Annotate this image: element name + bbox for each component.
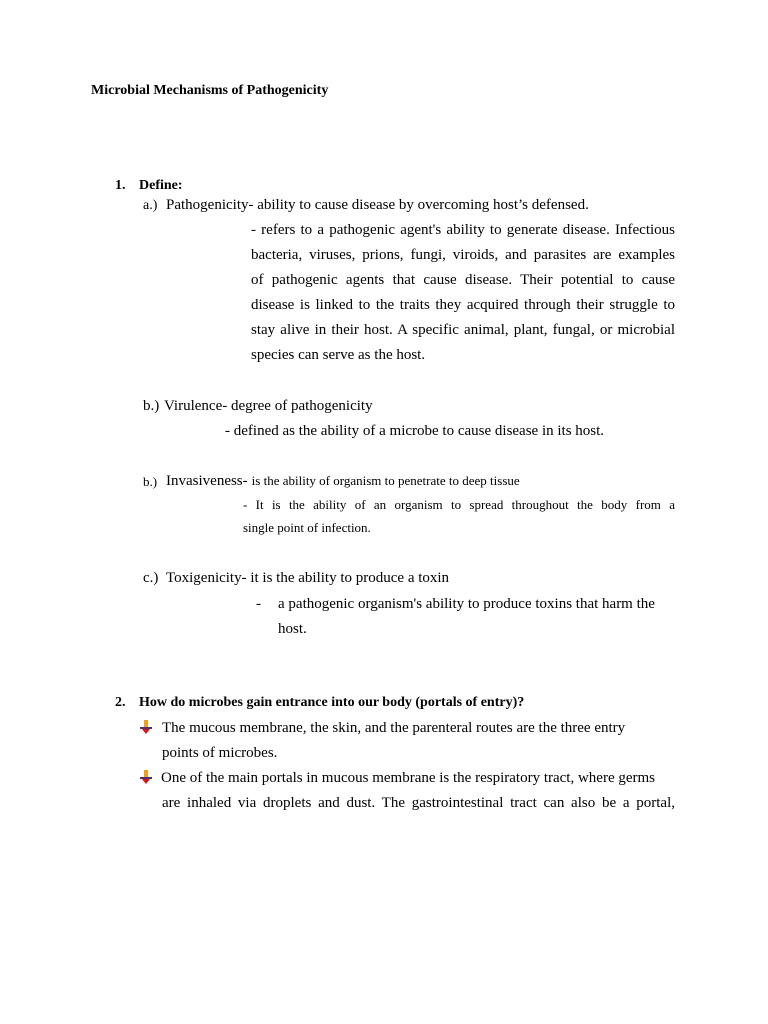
item-b-line: - defined as the ability of a microbe to cause disease in its host. bbox=[225, 423, 605, 439]
item-b2-term-rest: is the ability of organism to penetrate to deep tissue bbox=[251, 473, 520, 488]
arrow-bullet-icon bbox=[139, 719, 153, 735]
item-b-term: Virulence- degree of pathogenicity bbox=[164, 398, 373, 414]
item-a-line: disease is linked to the traits they acquired through their struggle to bbox=[251, 297, 675, 313]
item-b2-term bbox=[166, 472, 520, 490]
item-c-dash: - bbox=[256, 596, 261, 612]
question-1-number: 1. bbox=[115, 178, 126, 193]
item-b2-line: - It is the ability of an organism to spread throughout the body from a bbox=[243, 497, 675, 512]
item-a-term: Pathogenicity- ability to cause disease by overcoming host’s defensed. bbox=[166, 197, 589, 213]
item-c-line: host. bbox=[278, 621, 307, 637]
bullet-1-line: The mucous membrane, the skin, and the parenteral routes are the three entry bbox=[162, 720, 626, 736]
item-b2-term-main: Invasiveness- bbox=[166, 473, 248, 489]
question-1-heading: Define: bbox=[139, 178, 183, 193]
item-b-label: b.) bbox=[143, 398, 160, 414]
item-a-line: - refers to a pathogenic agent's ability to generate disease. Infectious bbox=[251, 222, 675, 238]
item-b2-line: single point of infection. bbox=[243, 520, 371, 535]
bullet-1-line: points of microbes. bbox=[162, 745, 278, 761]
question-2-number: 2. bbox=[115, 695, 126, 710]
item-a-line: species can serve as the host. bbox=[251, 347, 426, 363]
item-c-term: Toxigenicity- it is the ability to produce a toxin bbox=[166, 570, 450, 586]
item-c-label: c.) bbox=[143, 570, 159, 586]
bullet-2-line: One of the main portals in mucous membrane is the respiratory tract, where germs bbox=[161, 770, 656, 786]
item-a-line: of pathogenic agents that cause disease. Their potential to cause bbox=[251, 272, 675, 288]
bullet-2-line: are inhaled via droplets and dust. The gastrointestinal tract can also be a portal, bbox=[162, 795, 675, 811]
arrow-bullet-icon bbox=[139, 769, 153, 785]
item-c-line: a pathogenic organism's ability to produce toxins that harm the bbox=[278, 596, 655, 612]
item-a-line: stay alive in their host. A specific animal, plant, fungal, or microbial bbox=[251, 322, 675, 338]
document-title: Microbial Mechanisms of Pathogenicity bbox=[91, 83, 329, 98]
item-a-line: bacteria, viruses, prions, fungi, viroids, and parasites are examples bbox=[251, 247, 675, 263]
question-2-heading: How do microbes gain entrance into our body (portals of entry)? bbox=[139, 695, 525, 710]
item-a-label: a.) bbox=[143, 198, 158, 213]
item-b2-label: b.) bbox=[143, 474, 158, 489]
